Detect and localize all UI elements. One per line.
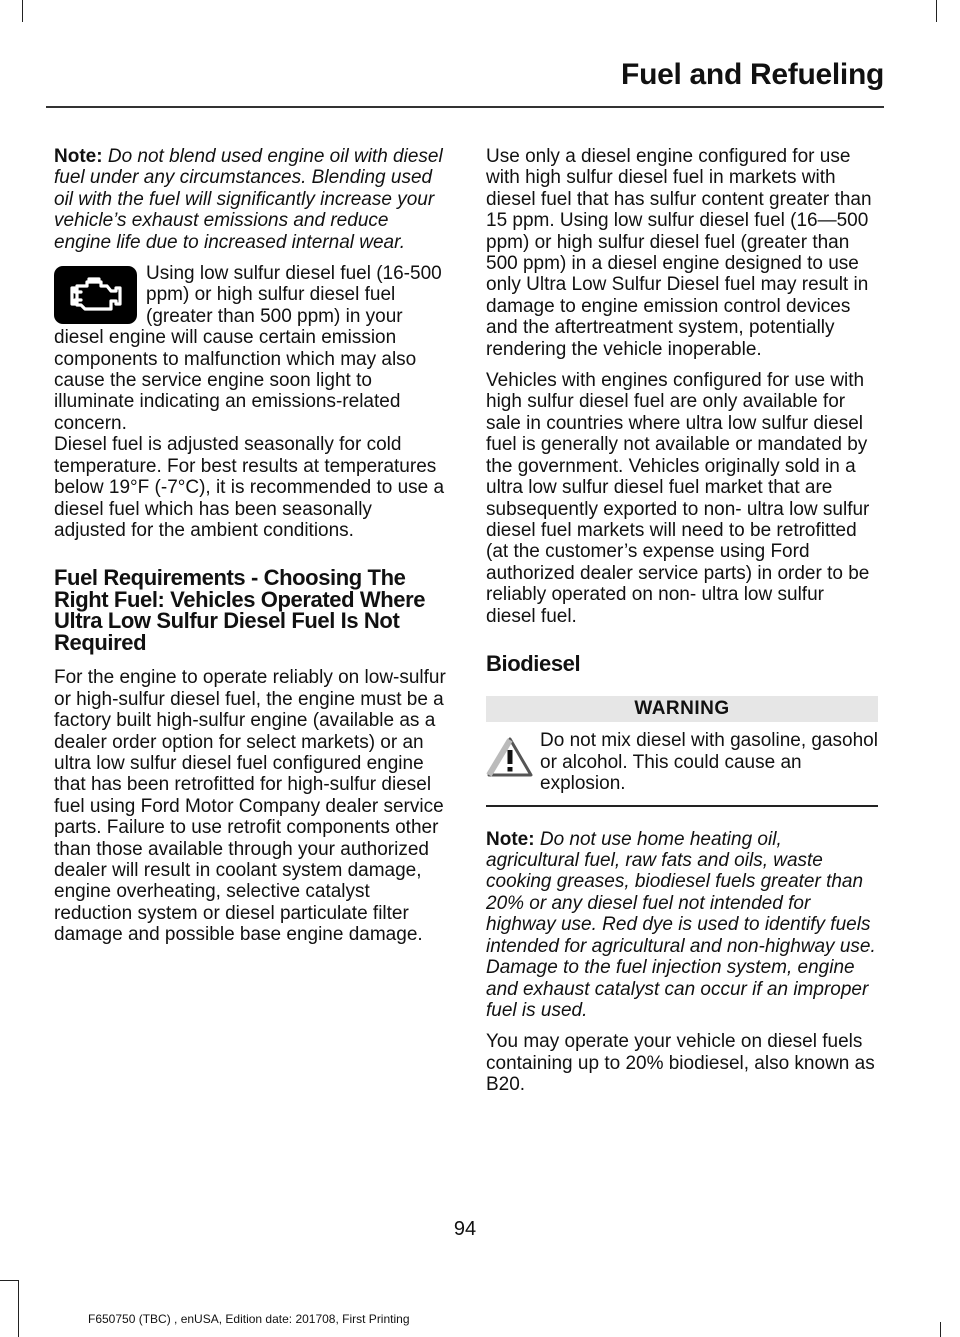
page-number: 94 <box>453 1218 477 1240</box>
warning-text: Do not mix diesel with gasoline, gasohol or alcohol. This could cause an explosion. <box>540 730 878 795</box>
seasonal-paragraph: Diesel fuel is adjusted seasonally for cold temperature. For best results at temperatures below 19°F (-7°C), it is recommended to use a diesel fuel which has been seasonally adjusted for the ambient conditions. <box>54 434 445 541</box>
header-divider <box>46 106 884 108</box>
section-heading-ultra-low-not-required: Fuel Requirements - Choosing The Right Fuel: Vehicles Operated Where Ultra Low Sulfur Diesel Fuel Is Not Required <box>54 565 426 655</box>
check-engine-icon <box>54 266 137 324</box>
right-column <box>486 146 878 1106</box>
page-title: Fuel and Refueling <box>621 58 884 91</box>
crop-mark-bottom-right <box>940 1322 941 1337</box>
crop-mark-top-right <box>936 0 937 22</box>
crop-mark-bottom-left-vertical <box>18 1280 19 1337</box>
warning-content <box>486 722 878 806</box>
engine-warning-paragraph <box>54 263 446 434</box>
left-column <box>54 146 446 956</box>
note-label: Note: <box>54 146 103 167</box>
crop-mark-top-left <box>22 0 23 22</box>
note-label: Note: <box>486 828 535 850</box>
high-sulfur-paragraph: Use only a diesel engine configured for use with high sulfur diesel fuel in markets with diesel fuel that has sulfur content greater than 15 ppm. Using low sulfur diesel fuel (16—500 ppm) or high sulfur diesel fuel (greater than 500 ppm) in a diesel engine designed to use only Ultra Low Sulfur Diesel fuel may result in damage to engine emission control devices and the aftertreatment system, potentially rendering the vehicle inoperable. <box>486 146 872 360</box>
engine-requirement-paragraph: For the engine to operate reliably on low-sulfur or high-sulfur diesel fuel, the engine must be a factory built high-sulfur engine (available as a dealer order option for select markets) or an ultra low sulfur diesel fuel configured engine that has been retrofitted for high-sulfur diesel fuel using Ford Motor Company dealer service parts. Failure to use retrofit components other than those available through your authorized dealer will result in coolant system damage, engine overheating, selective catalyst reduction system or diesel particulate filter damage and possible base engine damage. <box>54 667 446 946</box>
note-text: Do not blend used engine oil with diesel fuel under any circumstances. Blending used oil with the fuel will significantly increase your vehicle’s exhaust emissions and reduce engine life due to increased internal wear. <box>54 146 443 253</box>
vehicles-paragraph: Vehicles with engines configured for use with high sulfur diesel fuel are only available for sale in countries where ultra low sulfur diesel fuel is generally not available or mandated by the government. Vehicles originally sold in a ultra low sulfur diesel fuel market that are subsequently exported to non- ultra low sulfur diesel fuel markets will need to be retrofitted (at the customer’s expense using Ford authorized dealer service parts) in order to be reliably operated on non- ultra low sulfur diesel fuel. <box>486 370 870 627</box>
engine-warning-text: Using low sulfur diesel fuel (16-500 ppm) or high sulfur diesel fuel (greater than 500 ppm) in your diesel engine will cause certain emission components to malfunction which may also cause the service engine soon light to illuminate indicating an emissions-related concern. <box>54 263 442 434</box>
biodiesel-note-paragraph <box>486 829 878 1022</box>
edition-footer: F650750 (TBC) , enUSA, Edition date: 201708, First Printing <box>88 1312 410 1326</box>
note-text: Do not use home heating oil, agricultural fuel, raw fats and oils, waste cooking greases, biodiesel fuels greater than 20% or any diesel fuel not intended for highway use. Red dye is used to identify fuels intended for agricultural and non-highway use. Damage to the fuel injection system, engine and exhaust catalyst can occur if an improper fuel is used. <box>486 828 876 1021</box>
note-paragraph <box>54 146 446 253</box>
warning-header: WARNING <box>486 696 878 722</box>
b20-paragraph: You may operate your vehicle on diesel fuels containing up to 20% biodiesel, also known as B20. <box>486 1031 875 1096</box>
warning-triangle-icon <box>486 730 540 794</box>
section-heading-biodiesel: Biodiesel <box>486 650 581 676</box>
crop-mark-bottom-left <box>0 1280 18 1281</box>
warning-box <box>486 696 878 806</box>
